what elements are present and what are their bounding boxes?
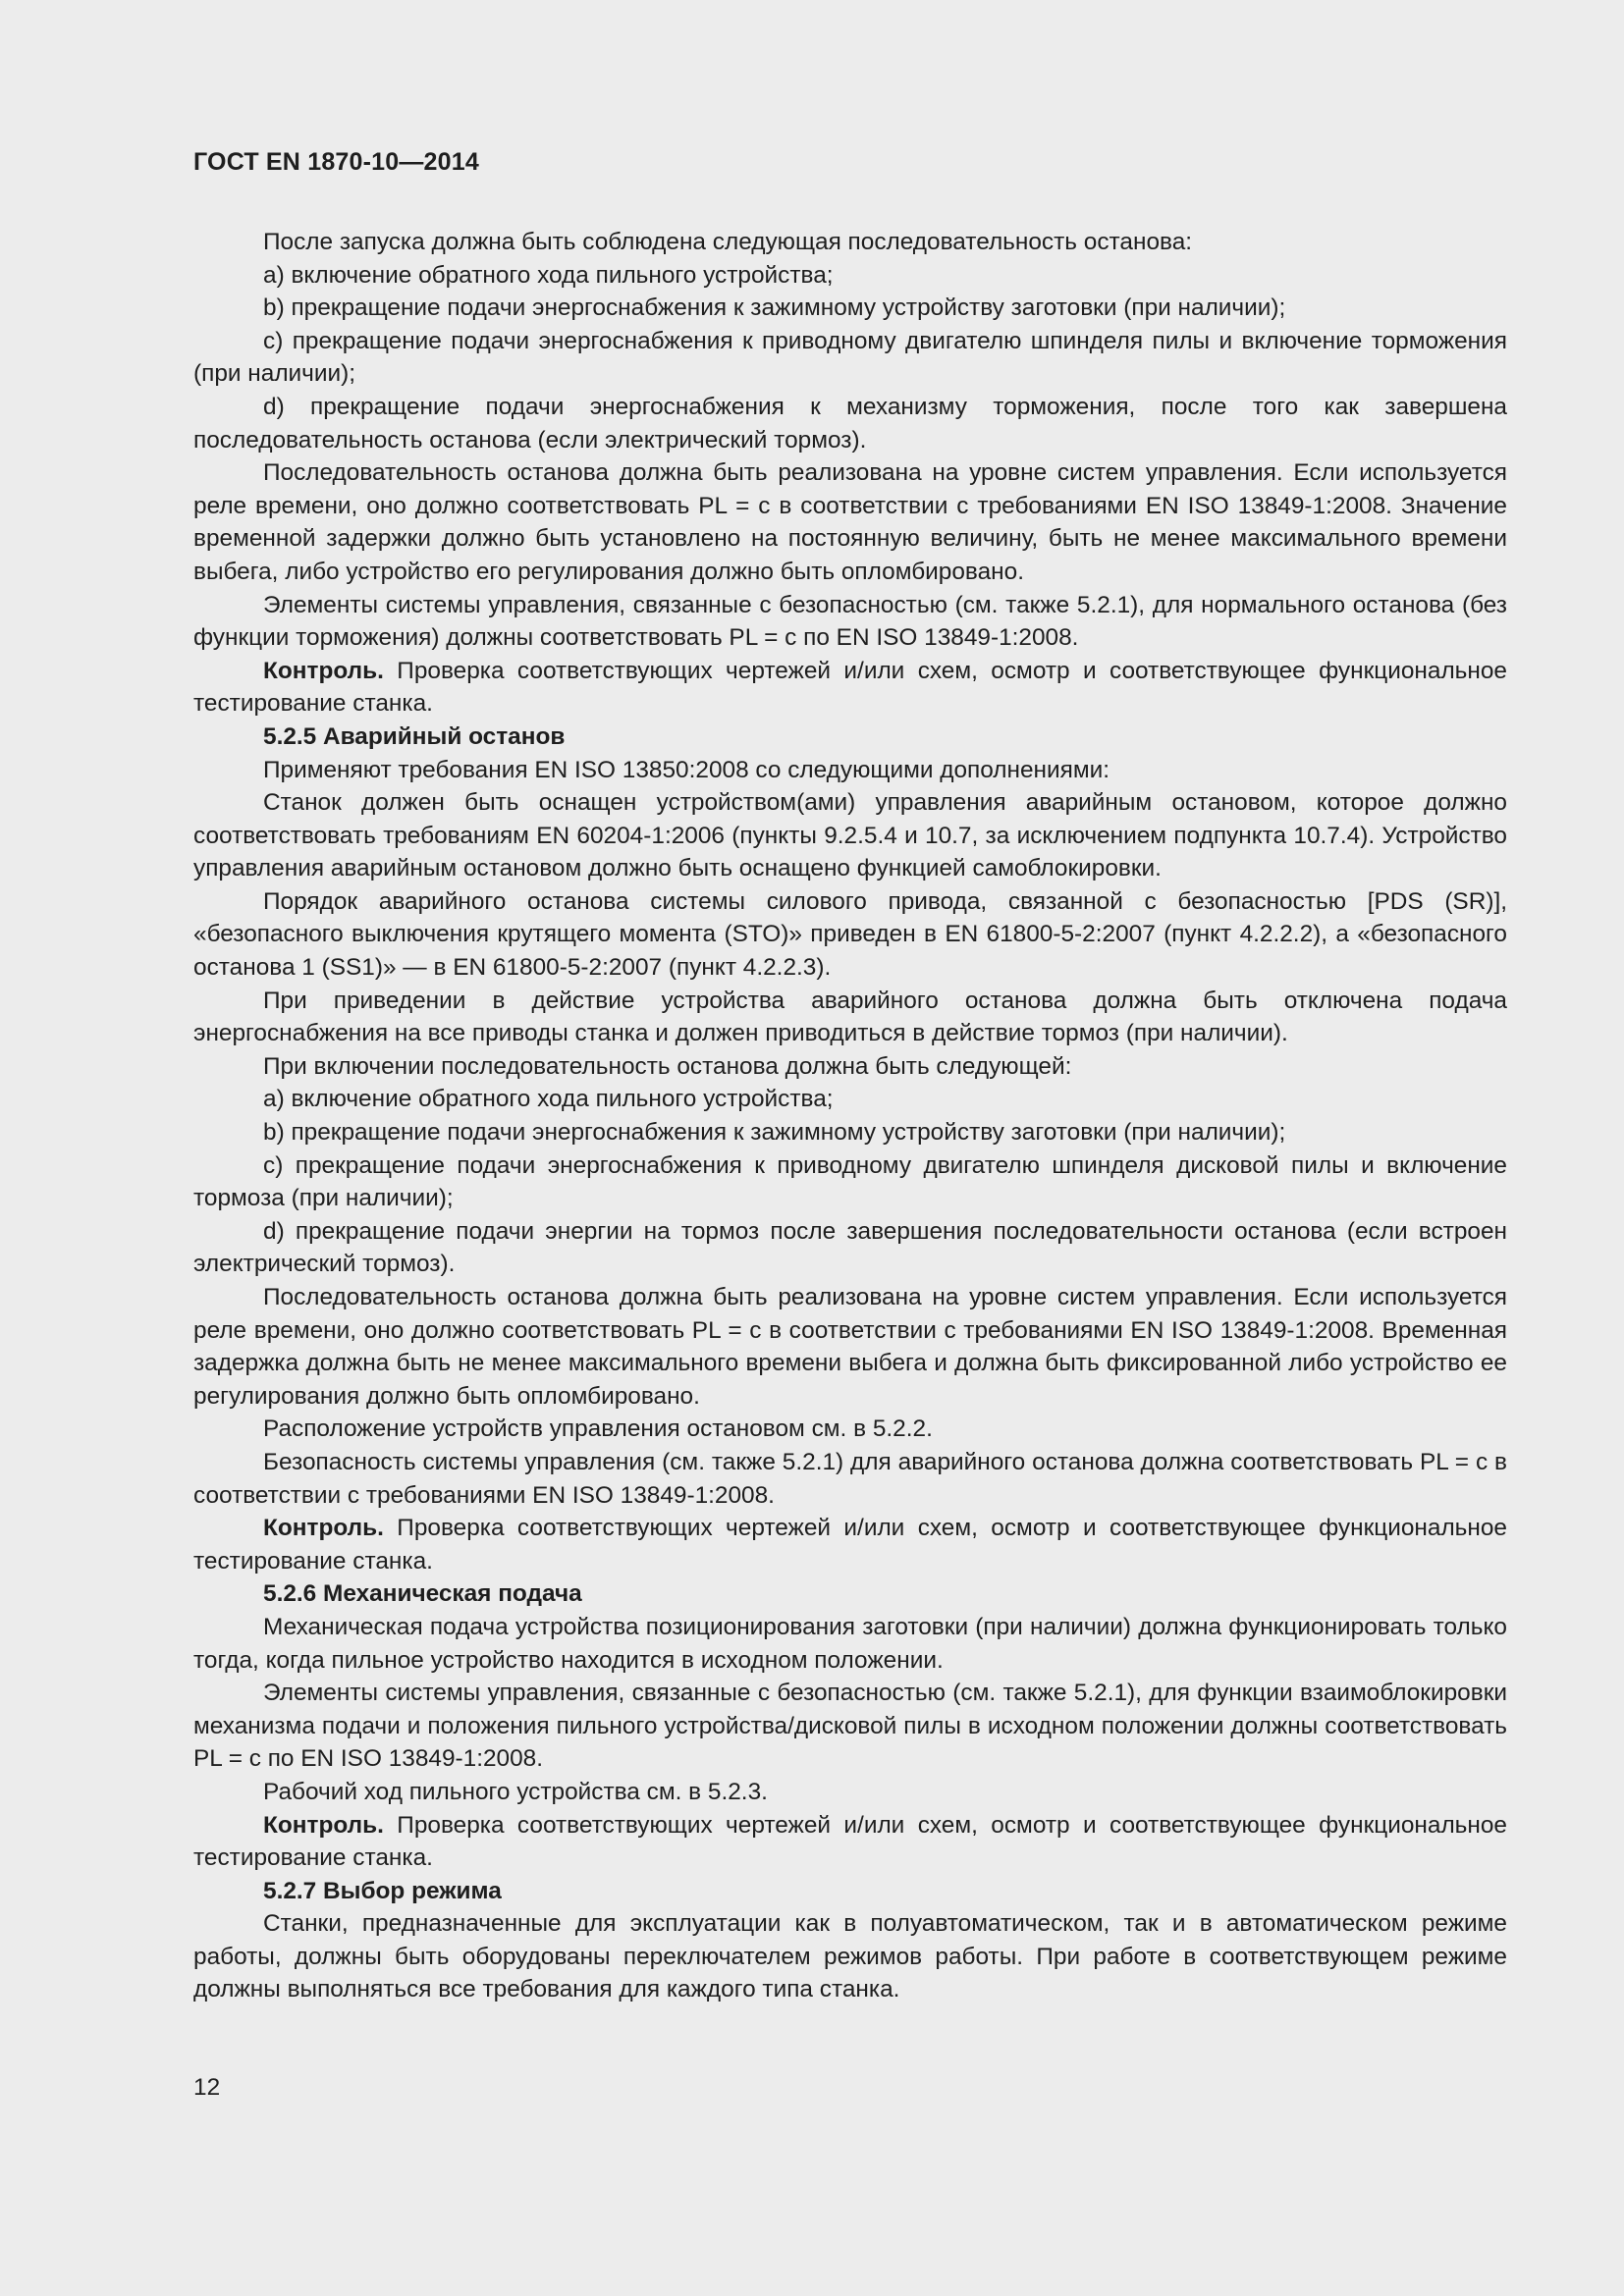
control-paragraph	[193, 655, 1507, 721]
paragraph: При включении последовательность останова должна быть следующей:	[263, 1052, 1072, 1080]
paragraph: Механическая подача устройства позиционирования заготовки (при наличии) должна функционировать только тогда, когда пильное устройство находится в исходном положении.	[193, 1613, 1507, 1674]
paragraph: Безопасность системы управления (см. также 5.2.1) для аварийного останова должна соответствовать PL = с в соответствии с требованиями EN ISO 13849-1:2008.	[193, 1448, 1507, 1509]
control-paragraph	[193, 1809, 1507, 1875]
list-item: b) прекращение подачи энергоснабжения к зажимному устройству заготовки (при наличии);	[263, 294, 1286, 322]
control-paragraph	[193, 1512, 1507, 1577]
paragraph: При приведении в действие устройства аварийного останова должна быть отключена подача энергоснабжения на все приводы станка и должен приводиться в действие тормоз (при наличии).	[193, 987, 1507, 1047]
list-item: a) включение обратного хода пильного устройства;	[263, 1086, 834, 1113]
paragraph: Станок должен быть оснащен устройством(ами) управления аварийным остановом, которое должно соответствовать требованиям EN 60204-1:2006 (пункты 9.2.5.4 и 10.7, за исключением подпункта 10.7.4). Устройство управления аварийным остановом должно быть оснащено функцией самоблокировки.	[193, 789, 1507, 882]
paragraph: Рабочий ход пильного устройства см. в 5.2.3.	[263, 1778, 768, 1805]
list-item: a) включение обратного хода пильного устройства;	[263, 261, 834, 289]
paragraph: Последовательность останова должна быть реализована на уровне систем управления. Если используется реле времени, оно должно соответствовать PL = с в соответствии с требованиями EN ISO 13849-1:2008. Временная задержка должна быть не менее максимального времени выбега и должна быть фиксированной либо устройство ее регулирования должно быть опломбировано.	[193, 1284, 1507, 1410]
list-item: c) прекращение подачи энергоснабжения к приводному двигателю шпинделя дисковой пилы и включение тормоза (при наличии);	[193, 1151, 1507, 1212]
paragraph: Элементы системы управления, связанные с безопасностью (см. также 5.2.1), для функции взаимоблокировки механизма подачи и положения пильного устройства/дисковой пилы в исходном положении должны соответствовать PL = с по EN ISO 13849-1:2008.	[193, 1680, 1507, 1773]
control-text: Проверка соответствующих чертежей и/или схем, осмотр и соответствующее функциональное тестирование станка.	[193, 1811, 1507, 1872]
paragraph: Последовательность останова должна быть реализована на уровне систем управления. Если используется реле времени, оно должно соответствовать PL = с в соответствии с требованиями EN ISO 13849-1:2008. Значение временной задержки должно быть установлено на постоянную величину, быть не менее максимального времени выбега, либо устройство его регулирования должно быть опломбировано.	[193, 459, 1507, 585]
control-label: Контроль.	[263, 657, 384, 684]
document-header: ГОСТ EN 1870-10—2014	[193, 148, 479, 176]
control-text: Проверка соответствующих чертежей и/или схем, осмотр и соответствующее функциональное тестирование станка.	[193, 1515, 1507, 1575]
paragraph: Элементы системы управления, связанные с безопасностью (см. также 5.2.1), для нормального останова (без функции торможения) должны соответствовать PL = с по EN ISO 13849-1:2008.	[193, 591, 1507, 652]
section-heading: 5.2.6 Механическая подача	[263, 1580, 582, 1608]
paragraph: Порядок аварийного останова системы силового привода, связанной с безопасностью [PDS (SR)], «безопасного выключения крутящего момента (STO)» приведен в EN 61800-5-2:2007 (пункт 4.2.2.2), а «безопасного останова 1 (SS1)» — в EN 61800-5-2:2007 (пункт 4.2.2.3).	[193, 887, 1507, 982]
paragraph: После запуска должна быть соблюдена следующая последовательность останова:	[263, 229, 1193, 255]
page-number: 12	[193, 2074, 221, 2101]
body-text	[193, 226, 1507, 2006]
paragraph: Применяют требования EN ISO 13850:2008 со следующими дополнениями:	[263, 756, 1110, 783]
control-text: Проверка соответствующих чертежей и/или схем, осмотр и соответствующее функциональное тестирование станка.	[193, 657, 1507, 718]
section-heading: 5.2.5 Аварийный останов	[263, 722, 566, 750]
control-label: Контроль.	[263, 1515, 384, 1542]
paragraph: Станки, предназначенные для эксплуатации как в полуавтоматическом, так и в автоматическом режиме работы, должны быть оборудованы переключателем режимов работы. При работе в соответствующем режиме должны выполняться все требования для каждого типа станка.	[193, 1910, 1507, 2003]
list-item: b) прекращение подачи энергоснабжения к зажимному устройству заготовки (при наличии);	[263, 1119, 1286, 1147]
control-label: Контроль.	[263, 1811, 384, 1839]
list-item: c) прекращение подачи энергоснабжения к приводному двигателю шпинделя пилы и включение торможения (при наличии);	[193, 327, 1507, 388]
list-item: d) прекращение подачи энергии на тормоз после завершения последовательности останова (если встроен электрический тормоз).	[193, 1217, 1507, 1278]
section-heading: 5.2.7 Выбор режима	[263, 1877, 502, 1904]
list-item: d) прекращение подачи энергоснабжения к механизму торможения, после того как завершена последовательность останова (если электрический тормоз).	[193, 393, 1507, 454]
paragraph: Расположение устройств управления остановом см. в 5.2.2.	[263, 1415, 933, 1443]
